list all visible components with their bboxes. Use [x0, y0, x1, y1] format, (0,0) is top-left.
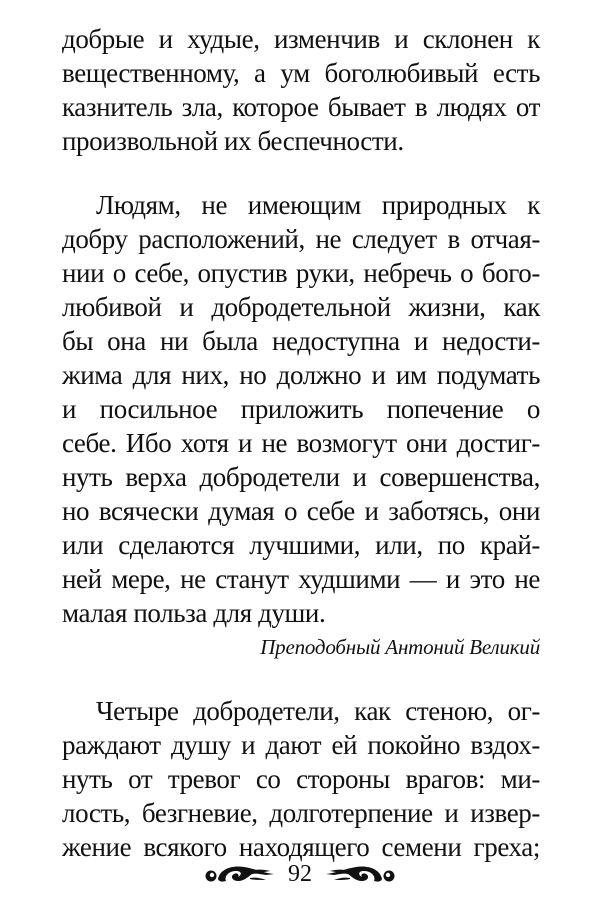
text-line: произвольной их беспечности. [62, 126, 404, 156]
paragraph-continued [62, 22, 540, 158]
paragraph-four-virtues [62, 694, 540, 864]
text-line: нуть верха добродетели и совершенства, [62, 462, 540, 492]
text-line: ней мере, не станут худшими — и это не [62, 564, 540, 594]
text-line: добру расположений, не следует в отчая- [62, 224, 540, 254]
text-line: добрые и худые, изменчив и склонен к [62, 24, 540, 54]
text-line: бы она ни была недоступна и недости- [62, 326, 540, 356]
text-line: малая польза для души. [62, 598, 326, 628]
text-line: вещественному, а ум боголюбивый есть [62, 58, 540, 88]
text-line: Четыре добродетели, как стеною, ог- [96, 696, 540, 726]
text-line: любивой и добродетельной жизни, как [62, 292, 540, 322]
page-number: 92 [288, 861, 312, 887]
paragraph-spacer [62, 158, 540, 188]
text-line: и посильное приложить попечение о [62, 394, 540, 424]
text-line: себе. Ибо хотя и не возмогут они достиг- [62, 428, 540, 458]
text-line: казнитель зла, которое бывает в людях от [62, 92, 540, 122]
text-line: лость, безгневие, долготерпение и извер- [62, 798, 540, 828]
text-line: Людям, не имеющим природных к [96, 190, 540, 220]
scroll-ornament-left-icon [204, 861, 276, 887]
page-body [62, 22, 540, 864]
page-footer [0, 852, 600, 896]
text-line: но всячески думая о себе и заботясь, они [62, 496, 540, 526]
scroll-ornament-right-icon [324, 861, 396, 887]
text-line: раждают душу и дают ей покойно вздох- [62, 730, 540, 760]
text-line: жение всякого находящего семени греха; [62, 832, 540, 862]
text-line: нуть от тревог со стороны врагов: ми- [62, 764, 540, 794]
quote-attribution: Преподобный Антоний Великий [260, 635, 540, 659]
paragraph-antony-quote [62, 188, 540, 666]
text-line: или сделаются лучшими, или, по край- [62, 530, 540, 560]
paragraph-spacer [62, 666, 540, 694]
text-line: нии о себе, опустив руки, небречь о бого- [62, 258, 540, 288]
text-line: жима для них, но должно и им подумать [62, 360, 540, 390]
